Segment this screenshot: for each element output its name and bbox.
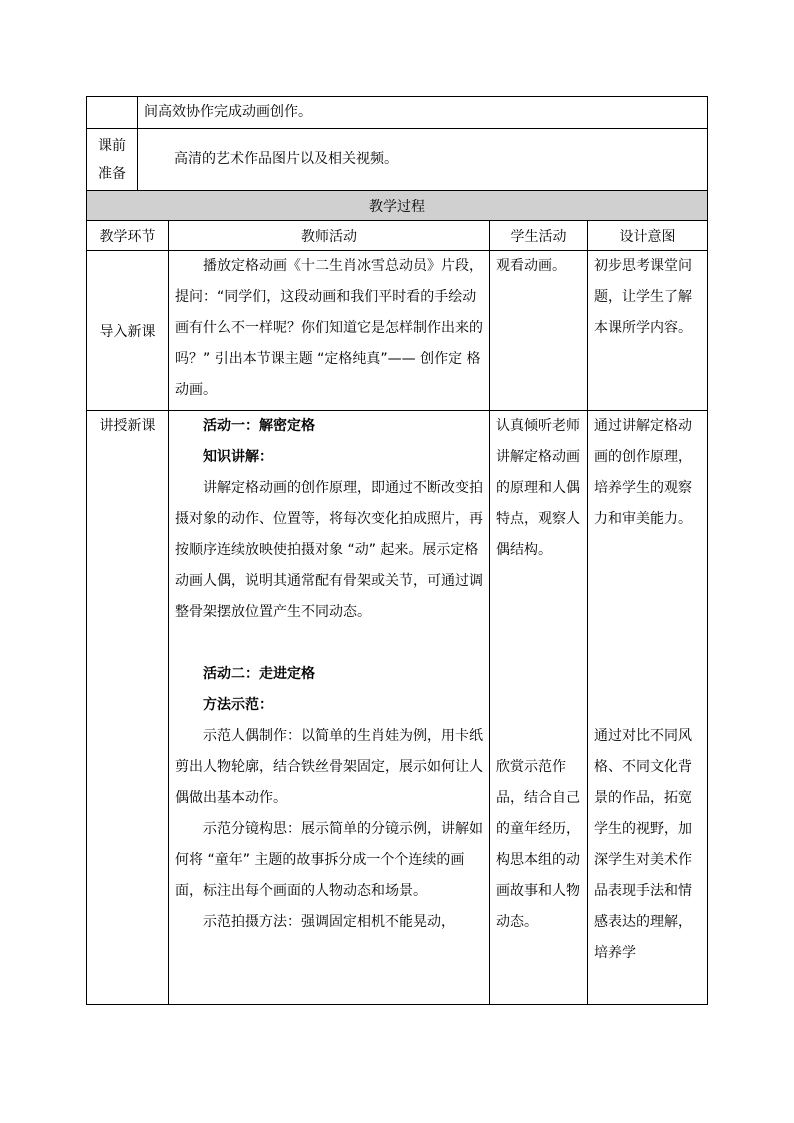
process-title: 教学过程 — [369, 198, 425, 215]
objective-row — [87, 97, 708, 129]
header-row — [87, 221, 708, 251]
activity1-subtitle: 知识讲解： — [203, 449, 273, 465]
process-title-row — [87, 191, 708, 221]
activity1-title: 活动一：解密定格 — [203, 418, 315, 434]
intro-stage-label: 导入新课 — [99, 323, 156, 340]
activity1-text: 讲解定格动画的创作原理，即通过不断改变拍摄对象的动作、位置等，将每次变化拍成照片，再按顺序连续放映使拍摄对象 “动” 起来。展示定格动画人偶，说明其通常配有骨架或关节，可通过调整骨架摆放位置产生不同动态。 — [175, 480, 483, 620]
lesson-plan-table — [86, 96, 708, 1005]
teach-row — [87, 411, 708, 1005]
activity2-title: 活动二：走进定格 — [203, 666, 315, 682]
prep-label: 课前准备 — [98, 137, 126, 182]
student-activity1-text: 认真倾听老师讲解定格动画的原理和人偶特点，观察人偶结构。 — [496, 418, 580, 558]
activity2-puppet-text: 示范人偶制作：以简单的生肖娃为例，用卡纸剪出人物轮廓，结合铁丝骨架固定，展示如何让人偶做出基本动作。 — [175, 728, 483, 806]
activity2-storyboard-text: 示范分镜构思：展示简单的分镜示例，讲解如何将 “童年” 主题的故事拆分成一个个连续的画面，标注出每个画面的人物动态和场景。 — [175, 821, 483, 899]
objective-tail-text: 间高效协作完成动画创作。 — [144, 104, 312, 120]
header-teacher: 教师活动 — [301, 228, 357, 245]
student-activity-cell — [490, 411, 587, 938]
intent-activity1-text: 通过讲解定格动画的创作原理，培养学生的观察力和审美能力。 — [594, 418, 692, 527]
intro-teacher-text: 播放定格动画《十二生肖冰雪总动员》片段，提问：“同学们，这段动画和我们平时看的手绘动画有什么不一样呢？你们知道它是怎样制作出来的吗？” 引出本节课主题 “定格纯真”—— 创作定 格动画。 — [175, 258, 483, 398]
teach-stage-label: 讲授新课 — [99, 418, 156, 434]
student-activity2-text: 欣赏示范作品，结合自己的童年经历，构思本组的动画故事和人物动态。 — [496, 759, 580, 930]
intent-cell — [588, 411, 707, 969]
intent-activity2-text: 通过对比不同风格、不同文化背景的作品，拓宽学生的视野，加深学生对美术作品表现手法和情感表达的理解，培养学 — [594, 728, 692, 961]
prep-row — [87, 129, 708, 191]
teacher-activity-cell — [169, 411, 489, 938]
intro-row — [87, 251, 708, 411]
header-student: 学生活动 — [510, 228, 567, 245]
intro-student-text: 观看动画。 — [496, 258, 566, 274]
activity2-shooting-text: 示范拍摄方法：强调固定相机不能晃动， — [203, 914, 455, 930]
prep-text: 高清的艺术作品图片以及相关视频。 — [174, 151, 398, 167]
activity2-subtitle: 方法示范： — [203, 697, 273, 713]
header-intent: 设计意图 — [619, 228, 676, 245]
header-stage: 教学环节 — [99, 228, 156, 245]
intro-intent-text: 初步思考课堂问题，让学生了解本课所学内容。 — [594, 258, 692, 336]
